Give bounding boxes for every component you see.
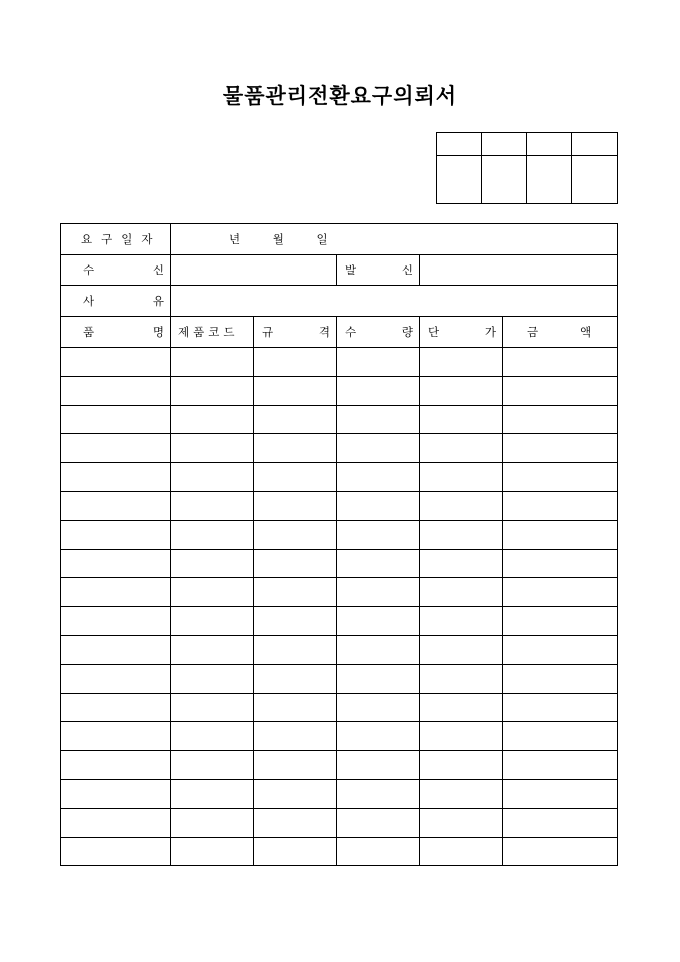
item-cell[interactable] bbox=[420, 693, 503, 722]
item-cell[interactable] bbox=[171, 664, 254, 693]
receiver-field[interactable] bbox=[171, 255, 337, 286]
item-cell[interactable] bbox=[61, 779, 171, 808]
item-cell[interactable] bbox=[254, 549, 337, 578]
item-cell[interactable] bbox=[503, 491, 618, 520]
item-cell[interactable] bbox=[420, 837, 503, 866]
item-cell[interactable] bbox=[254, 722, 337, 751]
item-cell[interactable] bbox=[503, 405, 618, 434]
item-row bbox=[61, 722, 618, 751]
item-cell[interactable] bbox=[171, 837, 254, 866]
approval-box bbox=[436, 132, 618, 204]
item-cell[interactable] bbox=[420, 348, 503, 377]
item-cell[interactable] bbox=[503, 751, 618, 780]
item-cell[interactable] bbox=[503, 520, 618, 549]
request-date-label: 요구일자 bbox=[61, 224, 171, 255]
item-cell[interactable] bbox=[254, 520, 337, 549]
item-cell[interactable] bbox=[503, 348, 618, 377]
item-cell[interactable] bbox=[337, 808, 420, 837]
item-cell[interactable] bbox=[337, 578, 420, 607]
item-cell[interactable] bbox=[61, 578, 171, 607]
item-cell[interactable] bbox=[254, 751, 337, 780]
item-cell[interactable] bbox=[254, 693, 337, 722]
item-cell[interactable] bbox=[503, 693, 618, 722]
item-row bbox=[61, 463, 618, 492]
item-cell[interactable] bbox=[503, 808, 618, 837]
item-cell[interactable] bbox=[503, 779, 618, 808]
approval-header-cell bbox=[527, 133, 572, 156]
item-cell[interactable] bbox=[61, 693, 171, 722]
item-cell[interactable] bbox=[420, 635, 503, 664]
year-label: 년 bbox=[229, 232, 241, 246]
item-cell[interactable] bbox=[337, 463, 420, 492]
item-cell[interactable] bbox=[254, 405, 337, 434]
item-cell[interactable] bbox=[61, 722, 171, 751]
approval-header-cell bbox=[482, 133, 527, 156]
item-row bbox=[61, 491, 618, 520]
item-cell[interactable] bbox=[254, 434, 337, 463]
item-row bbox=[61, 837, 618, 866]
item-cell[interactable] bbox=[420, 549, 503, 578]
item-row bbox=[61, 405, 618, 434]
item-cell[interactable] bbox=[61, 463, 171, 492]
item-cell[interactable] bbox=[503, 578, 618, 607]
item-cell[interactable] bbox=[420, 664, 503, 693]
item-cell[interactable] bbox=[503, 607, 618, 636]
reason-field[interactable] bbox=[171, 286, 618, 317]
item-cell[interactable] bbox=[337, 491, 420, 520]
item-cell[interactable] bbox=[420, 808, 503, 837]
item-cell[interactable] bbox=[503, 549, 618, 578]
item-row bbox=[61, 578, 618, 607]
item-cell[interactable] bbox=[420, 434, 503, 463]
item-cell[interactable] bbox=[171, 693, 254, 722]
item-row bbox=[61, 779, 618, 808]
item-row bbox=[61, 607, 618, 636]
approval-header-cell bbox=[572, 133, 618, 156]
item-row bbox=[61, 751, 618, 780]
item-cell[interactable] bbox=[254, 463, 337, 492]
item-cell[interactable] bbox=[61, 607, 171, 636]
item-row bbox=[61, 549, 618, 578]
reason-label: 사 유 bbox=[61, 286, 171, 317]
item-cell[interactable] bbox=[171, 635, 254, 664]
item-row bbox=[61, 434, 618, 463]
item-cell[interactable] bbox=[61, 549, 171, 578]
item-cell[interactable] bbox=[171, 751, 254, 780]
item-cell[interactable] bbox=[337, 348, 420, 377]
approval-sign-cell[interactable] bbox=[482, 156, 527, 204]
item-cell[interactable] bbox=[420, 463, 503, 492]
item-cell[interactable] bbox=[420, 491, 503, 520]
day-label: 일 bbox=[316, 232, 328, 246]
item-cell[interactable] bbox=[420, 722, 503, 751]
item-cell[interactable] bbox=[61, 664, 171, 693]
item-cell[interactable] bbox=[61, 405, 171, 434]
month-label: 월 bbox=[272, 232, 284, 246]
item-cell[interactable] bbox=[254, 607, 337, 636]
item-cell[interactable] bbox=[503, 837, 618, 866]
item-row bbox=[61, 376, 618, 405]
item-cell[interactable] bbox=[61, 751, 171, 780]
item-cell[interactable] bbox=[337, 664, 420, 693]
request-date-field[interactable] bbox=[171, 224, 618, 255]
item-cell[interactable] bbox=[420, 405, 503, 434]
item-cell[interactable] bbox=[171, 808, 254, 837]
item-cell[interactable] bbox=[337, 693, 420, 722]
item-cell[interactable] bbox=[254, 837, 337, 866]
item-cell[interactable] bbox=[337, 549, 420, 578]
item-cell[interactable] bbox=[171, 578, 254, 607]
item-cell[interactable] bbox=[171, 722, 254, 751]
item-cell[interactable] bbox=[420, 578, 503, 607]
header-spec: 규 격 bbox=[254, 317, 337, 348]
item-cell[interactable] bbox=[254, 578, 337, 607]
item-cell[interactable] bbox=[254, 635, 337, 664]
item-cell[interactable] bbox=[61, 837, 171, 866]
reason-row bbox=[61, 286, 618, 317]
item-cell[interactable] bbox=[61, 491, 171, 520]
item-cell[interactable] bbox=[171, 520, 254, 549]
item-cell[interactable] bbox=[337, 779, 420, 808]
sender-field[interactable] bbox=[420, 255, 618, 286]
header-unit-price: 단 가 bbox=[420, 317, 503, 348]
item-cell[interactable] bbox=[503, 434, 618, 463]
approval-sign-cell[interactable] bbox=[572, 156, 618, 204]
item-cell[interactable] bbox=[171, 549, 254, 578]
item-cell[interactable] bbox=[61, 808, 171, 837]
item-cell[interactable] bbox=[420, 751, 503, 780]
item-cell[interactable] bbox=[503, 722, 618, 751]
request-form-table bbox=[60, 223, 618, 866]
item-cell[interactable] bbox=[254, 808, 337, 837]
item-cell[interactable] bbox=[171, 434, 254, 463]
item-cell[interactable] bbox=[254, 348, 337, 377]
document-title: 물품관리전환요구의뢰서 bbox=[222, 83, 458, 108]
approval-header-cell bbox=[437, 133, 482, 156]
item-cell[interactable] bbox=[171, 348, 254, 377]
item-cell[interactable] bbox=[254, 376, 337, 405]
item-row bbox=[61, 520, 618, 549]
item-cell[interactable] bbox=[171, 376, 254, 405]
receiver-label: 수 신 bbox=[61, 255, 171, 286]
item-cell[interactable] bbox=[171, 491, 254, 520]
approval-sign-cell[interactable] bbox=[437, 156, 482, 204]
item-cell[interactable] bbox=[337, 376, 420, 405]
item-cell[interactable] bbox=[337, 751, 420, 780]
item-cell[interactable] bbox=[503, 664, 618, 693]
request-date-row bbox=[61, 224, 618, 255]
item-cell[interactable] bbox=[61, 348, 171, 377]
item-row bbox=[61, 808, 618, 837]
item-cell[interactable] bbox=[337, 722, 420, 751]
sender-label: 발 신 bbox=[337, 255, 420, 286]
item-cell[interactable] bbox=[420, 376, 503, 405]
item-row bbox=[61, 348, 618, 377]
item-cell[interactable] bbox=[420, 607, 503, 636]
item-cell[interactable] bbox=[254, 664, 337, 693]
item-cell[interactable] bbox=[61, 376, 171, 405]
item-cell[interactable] bbox=[420, 779, 503, 808]
item-cell[interactable] bbox=[254, 779, 337, 808]
item-cell[interactable] bbox=[337, 837, 420, 866]
item-cell[interactable] bbox=[503, 463, 618, 492]
item-cell[interactable] bbox=[171, 405, 254, 434]
item-row bbox=[61, 693, 618, 722]
item-cell[interactable] bbox=[61, 635, 171, 664]
approval-sign-cell[interactable] bbox=[527, 156, 572, 204]
item-cell[interactable] bbox=[171, 463, 254, 492]
item-cell[interactable] bbox=[61, 520, 171, 549]
header-product-code: 제품코드 bbox=[171, 317, 254, 348]
item-cell[interactable] bbox=[337, 434, 420, 463]
receiver-sender-row bbox=[61, 255, 618, 286]
item-cell[interactable] bbox=[254, 491, 337, 520]
header-amount: 금 액 bbox=[503, 317, 618, 348]
header-item-name: 품 명 bbox=[61, 317, 171, 348]
item-cell[interactable] bbox=[61, 434, 171, 463]
item-cell[interactable] bbox=[337, 520, 420, 549]
item-cell[interactable] bbox=[337, 607, 420, 636]
item-cell[interactable] bbox=[337, 405, 420, 434]
item-row bbox=[61, 635, 618, 664]
item-cell[interactable] bbox=[171, 607, 254, 636]
item-cell[interactable] bbox=[503, 635, 618, 664]
item-cell[interactable] bbox=[503, 376, 618, 405]
header-quantity: 수 량 bbox=[337, 317, 420, 348]
item-row bbox=[61, 664, 618, 693]
item-cell[interactable] bbox=[420, 520, 503, 549]
item-cell[interactable] bbox=[171, 779, 254, 808]
item-cell[interactable] bbox=[337, 635, 420, 664]
column-header-row bbox=[61, 317, 618, 348]
